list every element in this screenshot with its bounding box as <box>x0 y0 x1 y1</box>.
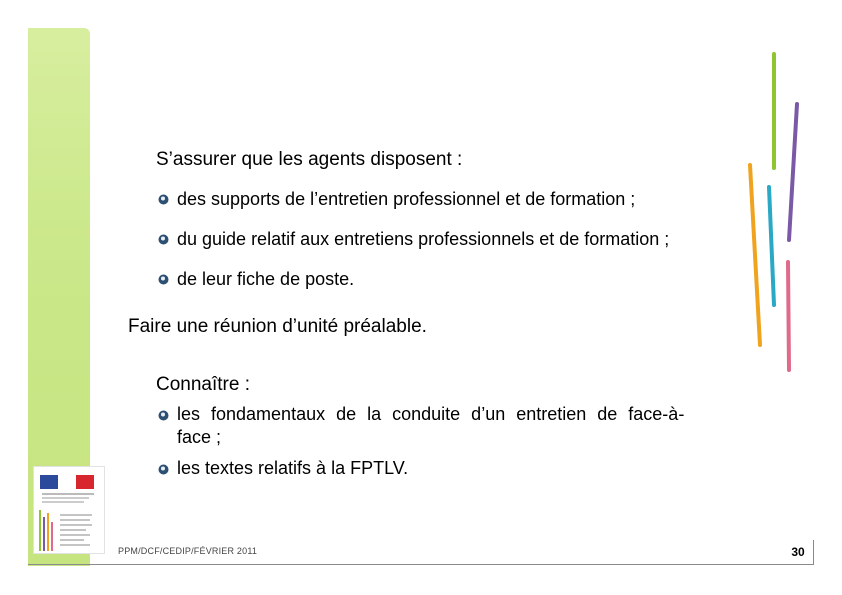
heading-know: Connaître : <box>156 374 250 395</box>
check-item-2: du guide relatif aux entretiens professionnels et de formation ; <box>177 229 670 249</box>
ministry-logo-icon <box>34 467 104 553</box>
decorative-stripes-icon <box>730 50 810 380</box>
bullet-icon <box>158 464 169 475</box>
know-item-2: les textes relatifs à la FPTLV. <box>177 458 409 478</box>
bullet-icon <box>158 234 169 245</box>
footer-reference: PPM/DCF/CEDIP/FÉVRIER 2011 <box>118 546 258 556</box>
check-item-1: des supports de l’entretien professionnel et de formation ; <box>177 189 636 209</box>
footer-rule <box>28 564 814 565</box>
page-number: 30 <box>786 542 810 562</box>
heading-meeting: Faire une réunion d’unité préalable. <box>128 316 427 337</box>
bullet-icon <box>158 274 169 285</box>
ministry-logo <box>33 466 105 554</box>
heading-check: S’assurer que les agents disposent : <box>156 149 463 170</box>
page-number-rule <box>813 540 814 565</box>
bullet-icon <box>158 194 169 205</box>
know-item-1-line-2: face ; <box>177 427 222 447</box>
check-item-3: de leur fiche de poste. <box>177 269 355 289</box>
bullet-icon <box>158 410 169 421</box>
know-item-1-line-1: les fondamentaux de la conduite d’un entretien de face-à- <box>177 404 685 424</box>
